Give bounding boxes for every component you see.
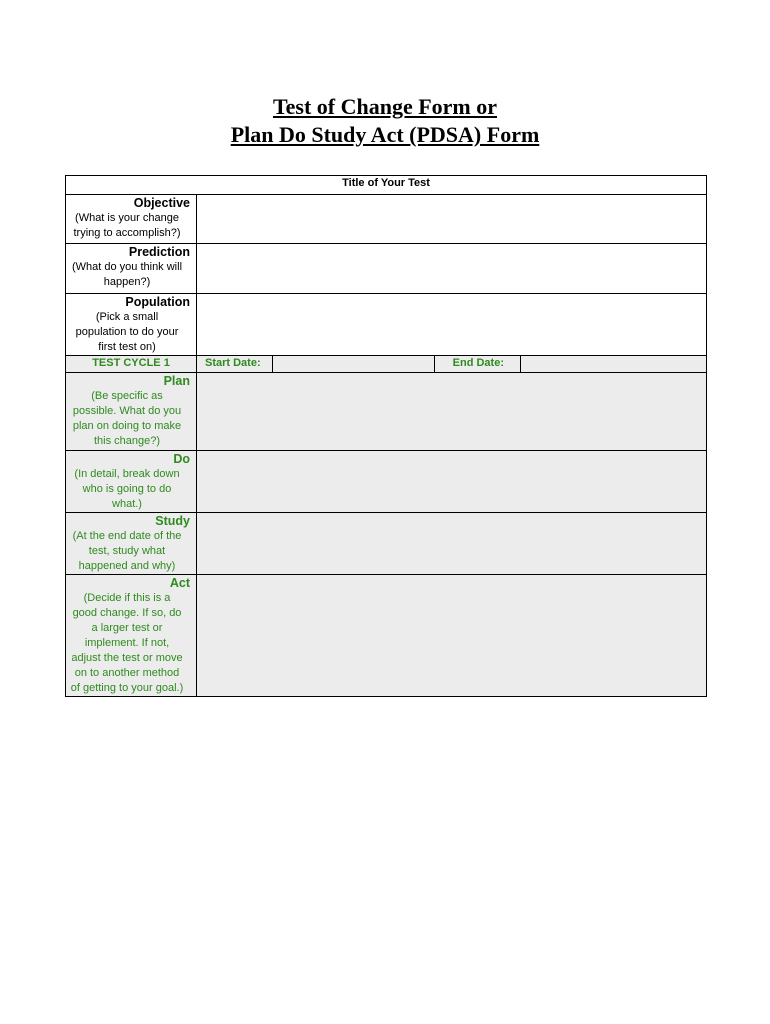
act-title: Act — [169, 576, 190, 590]
end-date-field[interactable] — [521, 356, 707, 373]
plan-row — [66, 373, 707, 451]
objective-label-cell — [66, 195, 197, 244]
do-description: (In detail, break down who is going to do what.) — [74, 468, 180, 510]
population-field[interactable] — [197, 294, 707, 356]
test-title-header: Title of Your Test — [66, 176, 707, 195]
study-row — [66, 513, 707, 575]
objective-field[interactable] — [197, 195, 707, 244]
act-field[interactable] — [197, 575, 707, 697]
do-title: Do — [173, 452, 190, 466]
study-description: (At the end date of the test, study what happened and why) — [72, 530, 182, 572]
test-cycle-row — [66, 356, 707, 373]
act-description: (Decide if this is a good change. If so, do a larger test or implement. If not, adjust the test or move on to another method of getting to your goal.) — [70, 592, 184, 694]
population-description: (Pick a small population to do your first test on) — [75, 311, 179, 353]
act-label-cell — [66, 575, 197, 697]
study-field[interactable] — [197, 513, 707, 575]
population-label-cell — [66, 294, 197, 356]
prediction-field[interactable] — [197, 244, 707, 294]
prediction-title: Prediction — [128, 245, 190, 259]
end-date-label: End Date: — [435, 356, 521, 373]
plan-label-cell — [66, 373, 197, 451]
prediction-description: (What do you think will happen?) — [71, 261, 183, 288]
objective-description: (What is your change trying to accomplish?) — [73, 212, 181, 239]
form-header-row — [66, 176, 707, 195]
plan-field[interactable] — [197, 373, 707, 451]
document-title — [0, 93, 770, 149]
population-title: Population — [125, 295, 190, 309]
plan-description: (Be specific as possible. What do you plan on doing to make this change?) — [72, 390, 182, 447]
objective-title: Objective — [133, 196, 190, 210]
title-line-1: Test of Change Form or — [272, 94, 498, 119]
objective-row — [66, 195, 707, 244]
start-date-label: Start Date: — [197, 356, 273, 373]
prediction-label-cell — [66, 244, 197, 294]
study-label-cell — [66, 513, 197, 575]
study-title: Study — [155, 514, 190, 528]
title-line-2: Plan Do Study Act (PDSA) Form — [230, 122, 540, 147]
test-cycle-label: TEST CYCLE 1 — [66, 356, 197, 373]
population-row — [66, 294, 707, 356]
do-label-cell — [66, 451, 197, 513]
do-field[interactable] — [197, 451, 707, 513]
act-row — [66, 575, 707, 697]
prediction-row — [66, 244, 707, 294]
plan-title: Plan — [163, 374, 190, 388]
do-row — [66, 451, 707, 513]
start-date-field[interactable] — [273, 356, 435, 373]
pdsa-form-table — [65, 175, 707, 697]
